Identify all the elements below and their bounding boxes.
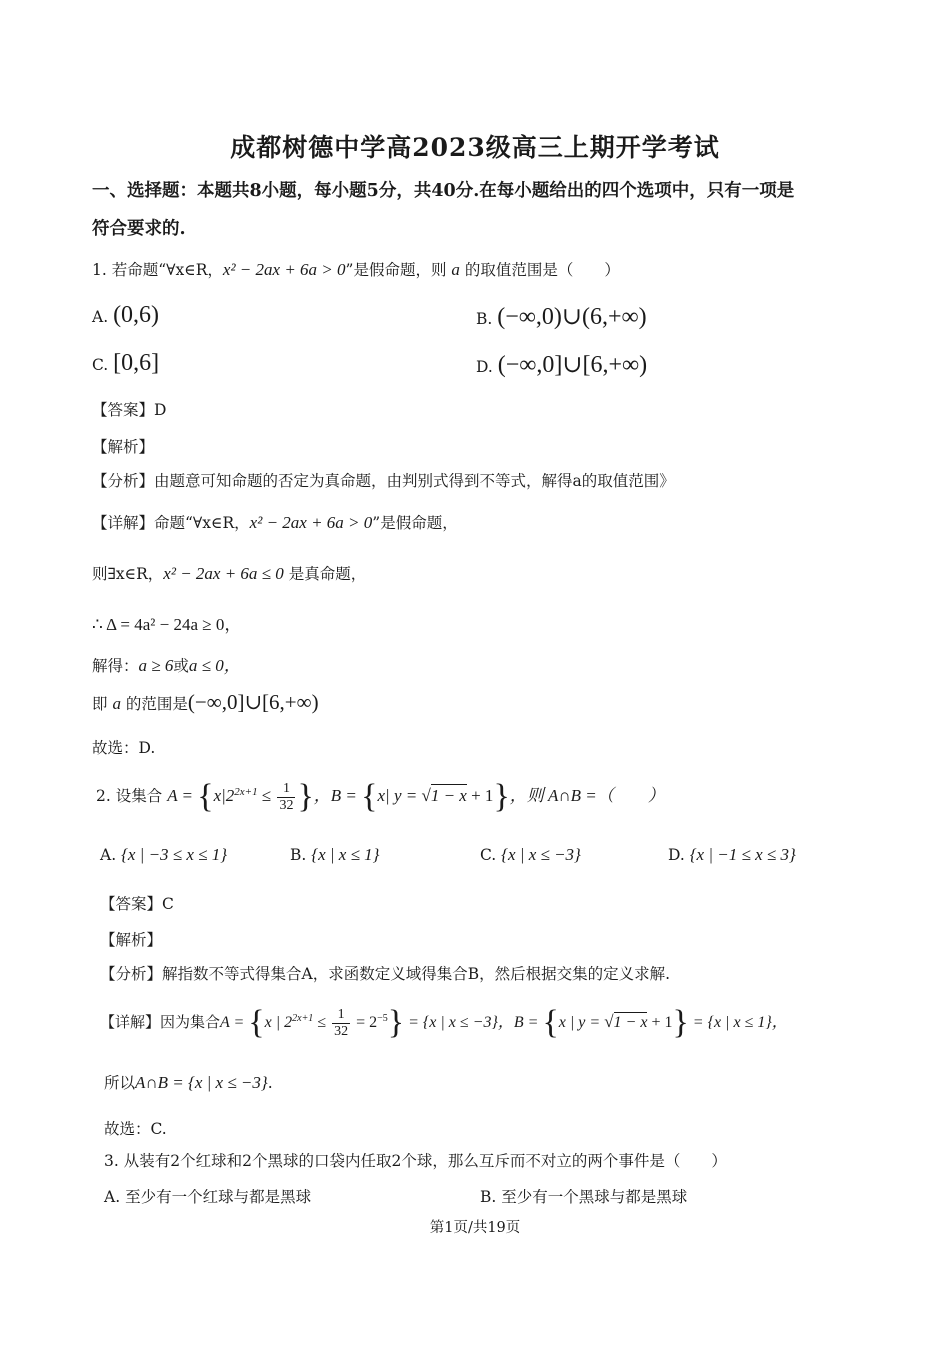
q2-detail-set-a: A = bbox=[220, 1014, 249, 1031]
q1-detail-b: ”是假命题， bbox=[372, 514, 458, 532]
q2-detail-pow-exponent: −5 bbox=[377, 1013, 388, 1024]
q2-result bbox=[104, 1071, 273, 1093]
left-brace: { bbox=[248, 1004, 265, 1041]
q3-stem: 从装有2个红球和2个黑球的口袋内任取2个球，那么互斥而不对立的两个事件是（ ） bbox=[123, 1152, 727, 1170]
q2-number: 2. bbox=[96, 787, 111, 805]
option-value: {x | x ≤ 1} bbox=[311, 845, 380, 864]
left-brace: { bbox=[542, 1004, 559, 1041]
exam-title: 成都树德中学高2023级高三上期开学考试 bbox=[230, 133, 720, 162]
q3-option-a bbox=[104, 1185, 311, 1207]
option-label: A. bbox=[92, 308, 109, 326]
q1-stem-b: ”是假命题，则 bbox=[345, 261, 447, 279]
q1-step1-a: 则∃x∈R， bbox=[92, 565, 164, 583]
option-value: (0,6) bbox=[113, 302, 160, 328]
q2-detail-pow: = 2 bbox=[352, 1014, 378, 1031]
section-heading-line1: 一、选择题：本题共8小题，每小题5分，共40分.在每小题给出的四个选项中，只有一项是 bbox=[92, 181, 795, 201]
q2-set-a-le: ≤ bbox=[257, 786, 276, 805]
q3-number: 3. bbox=[104, 1152, 119, 1170]
q1-step3-expression-1: a ≥ 6 bbox=[138, 656, 174, 675]
q1-stem-expression: x² − 2ax + 6a > 0 bbox=[222, 260, 346, 279]
q2-detail-b-label: B = bbox=[513, 1014, 543, 1031]
q1-choose: 故选：D. bbox=[92, 739, 156, 757]
q2-detail-a: 【详解】因为集合 bbox=[100, 1013, 221, 1031]
q2-option-c bbox=[480, 845, 581, 865]
q2-stem-a: 设集合 bbox=[115, 787, 163, 805]
option-label: C. bbox=[480, 846, 497, 864]
q1-step4-a: 即 bbox=[92, 695, 108, 713]
fraction-denominator: 32 bbox=[334, 1023, 349, 1039]
left-brace: { bbox=[361, 778, 378, 815]
q1-stem-c: 的取值范围是（ ） bbox=[464, 261, 620, 279]
q2-set-b-inner-a: x| y = bbox=[377, 786, 422, 805]
q1-detail-line bbox=[92, 511, 458, 533]
option-value: {x | x ≤ −3} bbox=[501, 845, 581, 864]
q2-option-d bbox=[668, 845, 796, 865]
q1-step-2: ∴ Δ = 4a² − 24a ≥ 0， bbox=[92, 615, 242, 634]
q2-option-b bbox=[290, 845, 379, 865]
q2-result-a: 所以 bbox=[104, 1074, 136, 1092]
q2-fenxi: 【分析】解指数不等式得集合A，求函数定义域得集合B，然后根据交集的定义求解. bbox=[100, 965, 671, 983]
q2-answer: 【答案】C bbox=[100, 895, 174, 913]
section-heading-line2: 符合要求的. bbox=[92, 219, 186, 239]
option-label: B. bbox=[476, 310, 493, 328]
q2-analysis-heading: 【解析】 bbox=[100, 931, 163, 949]
fraction-numerator: 1 bbox=[332, 1007, 350, 1024]
q1-option-d bbox=[476, 350, 647, 379]
q2-detail-b-inner-b: + 1 bbox=[647, 1014, 673, 1031]
q2-set-b-label: ，B = bbox=[313, 786, 362, 805]
q1-stem-a: 若命题“∀x∈R， bbox=[111, 261, 223, 279]
option-value: 至少有一个黑球与都是黑球 bbox=[501, 1188, 688, 1206]
q2-detail-le: ≤ bbox=[313, 1014, 331, 1031]
q1-step3-expression-2: a ≤ 0， bbox=[188, 656, 241, 675]
q1-step3-a: 解得： bbox=[92, 657, 139, 675]
q2-detail-line: 【详解】因为集合A = {x | $2^{2x+1}$ ≤ $\frac{1}{32}$ = $2^{-5}\} = \{x$ | x ≤ −3}，B = {x | y = √1 − x + 1} = {x | x ≤ 1}， bbox=[100, 1004, 788, 1041]
page-footer: 第1页/共19页 bbox=[429, 1220, 521, 1236]
option-value: (−∞,0]∪[6,+∞) bbox=[497, 352, 648, 378]
option-label: A. bbox=[100, 846, 117, 864]
q1-step1-b: 是真命题， bbox=[288, 565, 367, 583]
option-label: C. bbox=[92, 356, 109, 374]
q1-option-a bbox=[92, 302, 159, 329]
q1-stem-variable: a bbox=[451, 260, 460, 279]
option-label: B. bbox=[290, 846, 307, 864]
q1-fenxi: 【分析】由题意可知命题的否定为真命题，由判别式得到不等式，解得a的取值范围》 bbox=[92, 472, 675, 490]
option-label: D. bbox=[476, 358, 493, 376]
q2-set-a-exponent: 2x+1 bbox=[234, 785, 258, 798]
option-label: B. bbox=[480, 1188, 497, 1206]
q2-result-b: . bbox=[267, 1074, 273, 1092]
right-brace: } bbox=[297, 778, 314, 815]
q1-step-4 bbox=[92, 690, 319, 715]
q1-detail-expression: x² − 2ax + 6a > 0 bbox=[249, 513, 373, 532]
q2-set-b-inner-b: + 1 bbox=[466, 786, 494, 805]
option-value: {x | −3 ≤ x ≤ 1} bbox=[121, 845, 228, 864]
q1-option-c bbox=[92, 350, 159, 377]
fraction-denominator: 32 bbox=[279, 797, 294, 813]
q2-option-a bbox=[100, 845, 227, 865]
q1-answer: 【答案】D bbox=[92, 401, 167, 419]
q2-fraction bbox=[277, 781, 295, 814]
right-brace: } bbox=[672, 1004, 689, 1041]
right-brace: } bbox=[493, 778, 510, 815]
q2-set-a-label: A = bbox=[167, 786, 198, 805]
right-brace: } bbox=[387, 1004, 405, 1041]
q2-detail-exponent: 2x+1 bbox=[292, 1013, 314, 1024]
option-label: A. bbox=[104, 1188, 121, 1206]
q1-option-b bbox=[476, 302, 647, 331]
left-brace: { bbox=[197, 778, 214, 815]
q1-step1-expression: x² − 2ax + 6a ≤ 0 bbox=[163, 564, 284, 583]
q1-analysis-heading: 【解析】 bbox=[92, 438, 155, 456]
question-2-stem: 2. 设集合 $A = \{x|2^{2x+1}$ ≤ $\frac{1}{32}$ }，B = {x| y = √1 − x + 1}，则 A∩B =（ ） bbox=[96, 778, 665, 815]
q2-set-b-sqrt: 1 − x bbox=[430, 786, 467, 805]
q1-step4-variable: a bbox=[112, 694, 121, 713]
q1-step3-or: 或 bbox=[173, 657, 189, 675]
q1-step4-b: 的范围是 bbox=[125, 695, 188, 713]
option-value: [0,6] bbox=[113, 350, 160, 376]
q1-step-3 bbox=[92, 651, 241, 676]
q1-number: 1. bbox=[92, 261, 107, 279]
q1-step4-expression: (−∞,0]∪[6,+∞) bbox=[187, 690, 319, 714]
q2-detail-b-inner-a: x | y = bbox=[558, 1014, 605, 1031]
q3-option-b bbox=[480, 1185, 687, 1207]
q2-detail-eq: = {x | x ≤ −3}， bbox=[404, 1014, 514, 1031]
q2-result-expression: A∩B = {x | x ≤ −3} bbox=[135, 1073, 268, 1092]
q2-detail-b-sqrt: 1 − x bbox=[613, 1014, 648, 1031]
option-value: {x | −1 ≤ x ≤ 3} bbox=[689, 845, 796, 864]
q1-step-1 bbox=[92, 562, 366, 584]
q2-stem-b: ，则 A∩B =（ ） bbox=[509, 786, 665, 805]
q2-choose: 故选：C. bbox=[104, 1120, 167, 1138]
question-3-stem bbox=[104, 1149, 727, 1171]
q2-detail-fraction bbox=[332, 1007, 350, 1040]
option-value: 至少有一个红球与都是黑球 bbox=[125, 1188, 312, 1206]
q2-detail-inner: x | 2 bbox=[264, 1014, 293, 1031]
fraction-numerator: 1 bbox=[277, 781, 295, 798]
q1-detail-a: 【详解】命题“∀x∈R， bbox=[92, 514, 250, 532]
question-1-stem bbox=[92, 258, 620, 280]
option-value: (−∞,0)∪(6,+∞) bbox=[497, 304, 647, 330]
q2-detail-b-eq: = {x | x ≤ 1}， bbox=[688, 1014, 788, 1031]
option-label: D. bbox=[668, 846, 685, 864]
q2-set-a-inner: x|2 bbox=[213, 786, 235, 805]
